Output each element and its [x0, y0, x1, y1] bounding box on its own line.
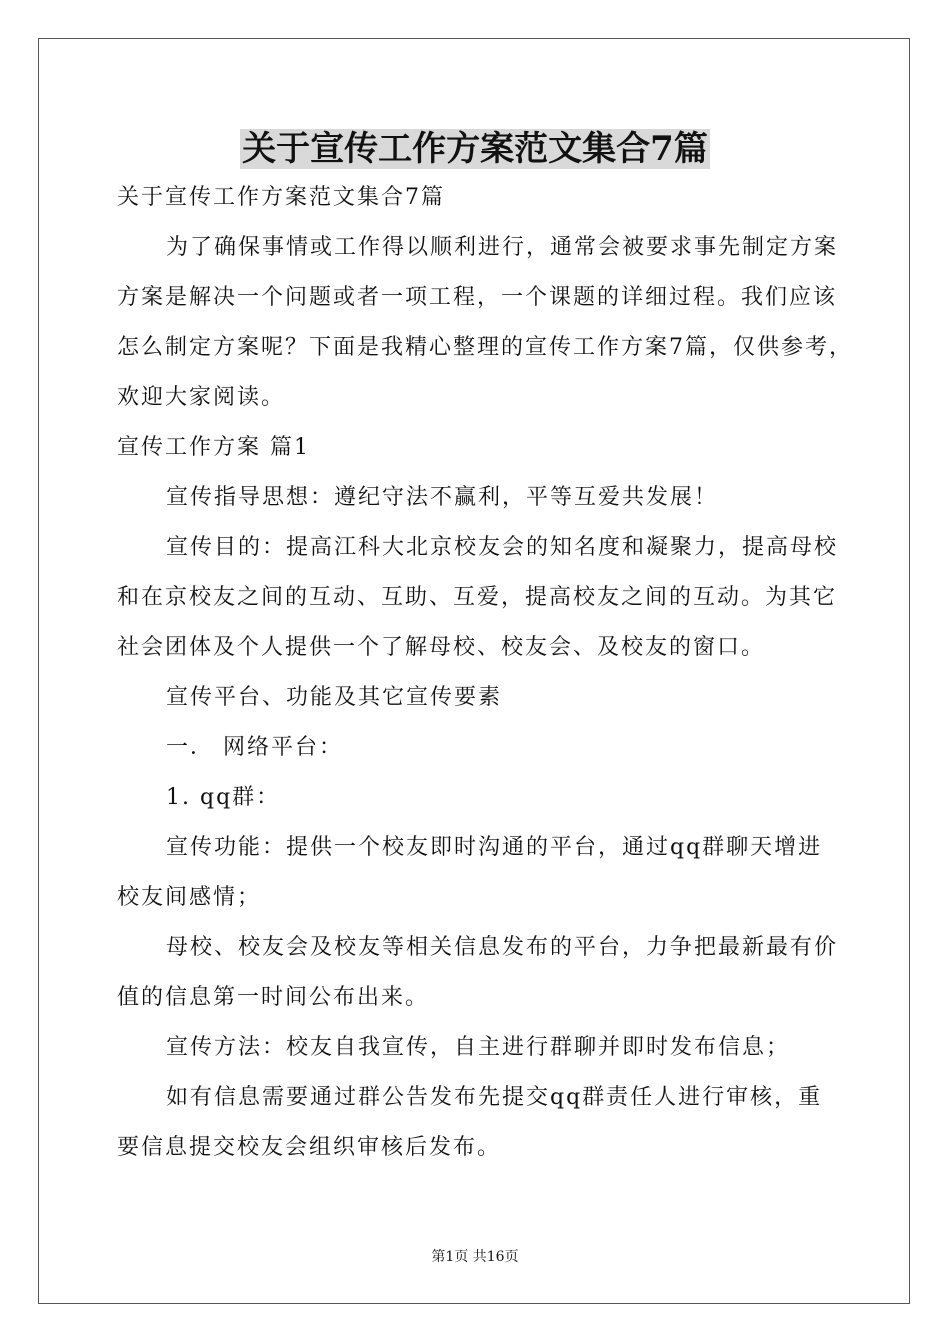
- page-footer: 第1页 共16页: [431, 1249, 519, 1265]
- paragraph-line: 宣传指导思想：遵纪守法不赢利，平等互爱共发展！: [166, 485, 719, 510]
- paragraph-line: 方案是解决一个问题或者一项工程，一个课题的详细过程。我们应该: [117, 285, 838, 310]
- list-item: 1. qq群：: [166, 785, 281, 810]
- paragraph-line: 如有信息需要通过群公告发布先提交qq群责任人进行审核，重: [166, 1085, 823, 1110]
- section-heading: 宣传工作方案 篇1: [117, 435, 310, 460]
- paragraph-line: 要信息提交校友会组织审核后发布。: [117, 1135, 502, 1160]
- paragraph-line: 值的信息第一时间公布出来。: [117, 985, 430, 1010]
- paragraph-line: 和在京校友之间的互动、互助、互爱，提高校友之间的互动。为其它: [117, 585, 838, 610]
- paragraph-line: 宣传功能：提供一个校友即时沟通的平台，通过qq群聊天增进: [166, 835, 823, 860]
- paragraph-line: 为了确保事情或工作得以顺利进行，通常会被要求事先制定方案: [166, 235, 839, 260]
- page-frame: [38, 38, 910, 1304]
- list-heading: 一． 网络平台：: [166, 735, 343, 760]
- paragraph-line: 宣传目的：提高江科大北京校友会的知名度和凝聚力，提高母校: [166, 535, 839, 560]
- paragraph-line: 宣传平台、功能及其它宣传要素: [166, 685, 503, 710]
- paragraph-line: 宣传方法：校友自我宣传，自主进行群聊并即时发布信息；: [166, 1035, 791, 1060]
- paragraph-line: 社会团体及个人提供一个了解母校、校友会、及校友的窗口。: [117, 635, 766, 660]
- subtitle-line: 关于宣传工作方案范文集合7篇: [117, 185, 445, 210]
- paragraph-line: 母校、校友会及校友等相关信息发布的平台，力争把最新最有价: [166, 935, 839, 960]
- document-title: 关于宣传工作方案范文集合7篇: [242, 129, 708, 169]
- paragraph-line: 欢迎大家阅读。: [117, 385, 286, 410]
- paragraph-line: 校友间感情；: [117, 885, 262, 910]
- paragraph-line: 怎么制定方案呢？下面是我精心整理的宣传工作方案7篇，仅供参考，: [117, 335, 853, 360]
